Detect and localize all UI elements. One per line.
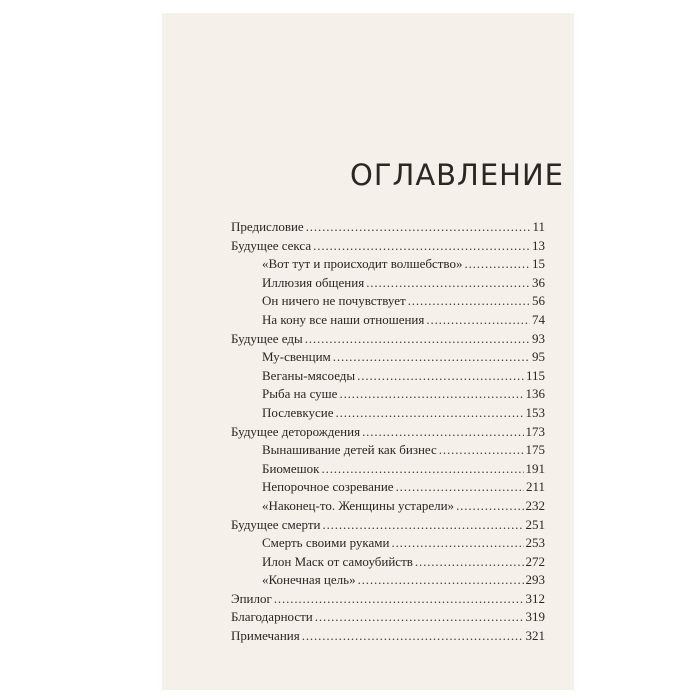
dot-leader [306, 219, 531, 235]
dot-leader [391, 535, 523, 551]
toc-entry-page: 15 [532, 256, 545, 272]
toc-entry [231, 386, 545, 405]
dot-leader [302, 628, 524, 644]
dot-leader [305, 331, 530, 347]
toc-entry [231, 461, 545, 480]
toc-entry [231, 405, 545, 424]
toc-entry [231, 275, 545, 294]
toc-entry-label: Эпилог [231, 590, 272, 606]
toc-entry [231, 535, 545, 554]
toc-entry-label: Послевкусие [262, 404, 334, 420]
dot-leader [456, 498, 523, 514]
toc-entry-page: 319 [525, 609, 545, 625]
toc-entry-label: Непорочное созревание [262, 479, 394, 495]
toc-entry-page: 191 [525, 460, 545, 476]
toc-entry-page: 36 [532, 274, 545, 290]
toc-entry-page: 136 [525, 386, 545, 402]
toc-entry-label: Благодарности [231, 609, 313, 625]
dot-leader [322, 461, 524, 477]
dot-leader [439, 442, 524, 458]
dot-leader [339, 386, 523, 402]
toc-entry [231, 609, 545, 628]
dot-leader [357, 368, 524, 384]
toc-entry-label: «Наконец-то. Женщины устарели» [262, 497, 455, 513]
toc-entry-label: Биомешок [262, 460, 320, 476]
toc-entry-page: 56 [532, 293, 545, 309]
dot-leader [415, 554, 524, 570]
toc-entry-label: Рыба на суше [262, 386, 338, 402]
toc-entry-page: 11 [532, 219, 545, 234]
toc-entry [231, 572, 545, 591]
toc-entry-label: Веганы-мясоеды [262, 367, 356, 383]
page-title: ОГЛАВЛЕНИЕ [350, 158, 565, 192]
toc-entry-page: 173 [525, 423, 545, 439]
toc-entry [231, 256, 545, 275]
toc-entry-page: 251 [525, 516, 545, 532]
toc-entry-page: 321 [525, 628, 545, 644]
dot-leader [362, 424, 523, 440]
toc-entry-label: Будущее секса [231, 237, 312, 253]
toc-entry [231, 442, 545, 461]
toc-entry-label: Илон Маск от самоубийств [262, 553, 413, 569]
toc-entry-page: 115 [525, 367, 545, 383]
dot-leader [333, 349, 530, 365]
dot-leader [313, 238, 530, 254]
dot-leader [396, 479, 524, 495]
toc-entry [231, 238, 545, 257]
toc-entry-page: 93 [532, 330, 545, 346]
toc-entry-label: Му-свенцим [262, 349, 331, 365]
toc-entry-page: 153 [525, 404, 545, 420]
table-of-contents [231, 219, 545, 647]
toc-entry-page: 312 [525, 590, 545, 606]
dot-leader [426, 312, 530, 328]
toc-entry-label: Будущее деторождения [231, 423, 361, 439]
toc-entry-label: Будущее еды [231, 330, 303, 346]
toc-entry-label: Он ничего не почувствует [262, 293, 406, 309]
toc-entry-page: 211 [525, 479, 545, 495]
toc-entry [231, 498, 545, 517]
toc-entry-page: 74 [532, 311, 545, 327]
dot-leader [274, 591, 524, 607]
toc-entry [231, 293, 545, 312]
toc-entry [231, 517, 545, 536]
toc-entry-page: 253 [525, 535, 545, 551]
dot-leader [336, 405, 524, 421]
toc-entry [231, 554, 545, 573]
toc-entry [231, 331, 545, 350]
toc-entry-page: 13 [532, 237, 545, 253]
toc-entry [231, 479, 545, 498]
dot-leader [408, 293, 530, 309]
toc-entry [231, 219, 545, 238]
toc-entry-label: Предисловие [231, 219, 304, 234]
toc-entry-label: «Конечная цель» [262, 572, 356, 588]
toc-entry-label: Примечания [231, 628, 300, 644]
toc-entry [231, 312, 545, 331]
toc-entry [231, 368, 545, 387]
toc-entry-label: «Вот тут и происходит волшебство» [262, 256, 463, 272]
toc-entry-page: 232 [525, 497, 545, 513]
dot-leader [315, 609, 524, 625]
toc-entry [231, 628, 545, 647]
toc-entry [231, 424, 545, 443]
toc-entry [231, 591, 545, 610]
toc-entry-page: 175 [525, 442, 545, 458]
toc-entry-label: Вынашивание детей как бизнес [262, 442, 437, 458]
toc-entry-page: 293 [525, 572, 545, 588]
dot-leader [366, 275, 530, 291]
toc-entry-page: 95 [532, 349, 545, 365]
dot-leader [322, 517, 523, 533]
toc-entry [231, 349, 545, 368]
toc-entry-label: Будущее смерти [231, 516, 321, 532]
toc-entry-label: Смерть своими руками [262, 535, 390, 551]
toc-entry-label: Иллюзия общения [262, 274, 365, 290]
dot-leader [464, 256, 530, 272]
toc-entry-label: На кону все наши отношения [262, 311, 425, 327]
dot-leader [358, 572, 524, 588]
toc-entry-page: 272 [525, 553, 545, 569]
